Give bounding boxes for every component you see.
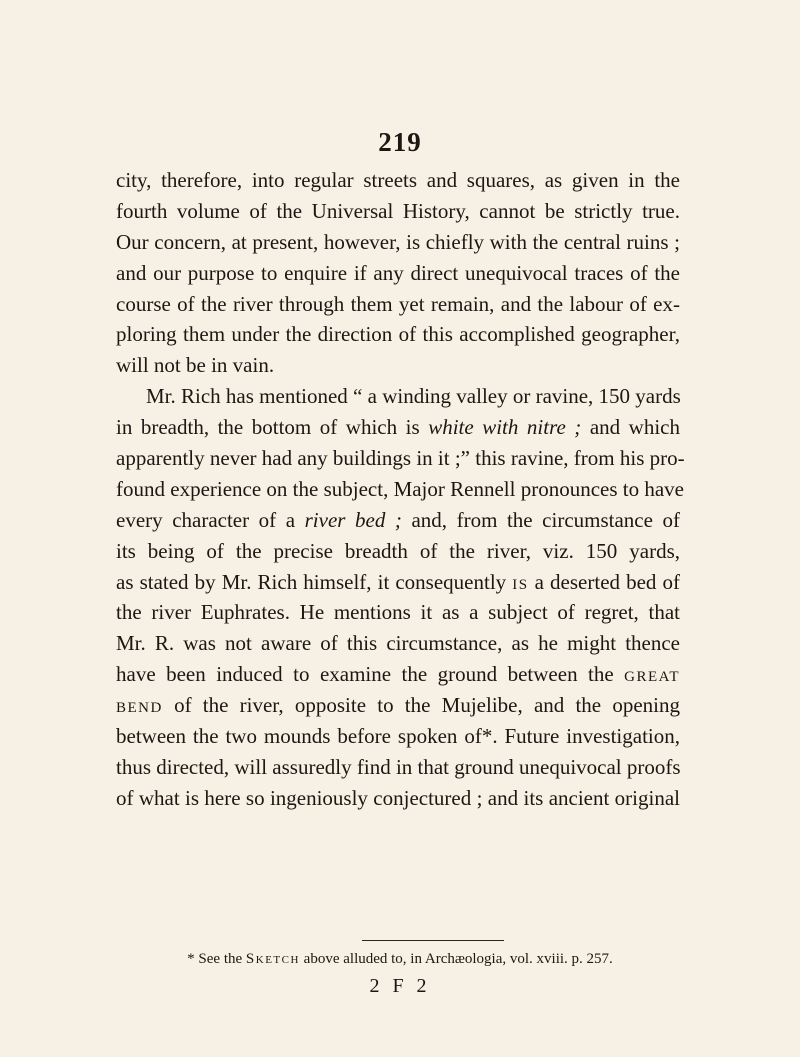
italic-phrase: white with nitre ; (428, 415, 582, 440)
text-line (116, 505, 680, 536)
text-line: course of the river through them yet remain, and the labour of ex- (116, 291, 680, 316)
text-run: of the river, opposite to the Mujelibe, and the opening (174, 693, 680, 718)
text-line: Mr. R. was not aware of this circumstance, as he might thence (116, 631, 680, 656)
text-run: and, from the circumstance of (411, 507, 681, 532)
text-run: a deserted bed of (534, 569, 680, 594)
text-line: ploring them under the direction of this accomplished geographer, (116, 322, 680, 347)
footnote (0, 951, 800, 968)
footnote-rule (362, 940, 504, 941)
smallcaps-word: great (624, 662, 680, 687)
footnote-text: See the (198, 951, 243, 967)
text-line: city, therefore, into regular streets and squares, as given in the (116, 168, 680, 192)
text-line: of what is here so ingeniously conjectured ; and its ancient original (116, 785, 680, 810)
footnote-text: above alluded to, in Archæologia, vol. xviii. p. 257. (303, 951, 613, 967)
text-line: fourth volume of the Universal History, cannot be strictly true. (116, 198, 680, 223)
text-line: will not be in vain. (116, 353, 275, 378)
text-run: in breadth, the bottom of which is (116, 415, 420, 440)
paragraph-first-line: Mr. Rich has mentioned “ a winding valley or ravine, 150 yards (146, 384, 681, 409)
text-line (116, 690, 680, 721)
text-run: and which (589, 415, 680, 440)
smallcaps-word: is (512, 569, 529, 594)
text-line: its being of the precise breadth of the river, viz. 150 yards, (116, 538, 680, 563)
text-line: the river Euphrates. He mentions it as a subject of regret, that (116, 600, 680, 625)
text-run: have been induced to examine the ground between the (116, 662, 614, 687)
page-number: 219 (378, 127, 422, 157)
smallcaps-word: bend (116, 693, 163, 718)
text-line: found experience on the subject, Major Rennell pronounces to have (116, 476, 684, 501)
text-run: every character of a (116, 507, 296, 532)
text-line: and our purpose to enquire if any direct unequivocal traces of the (116, 260, 680, 285)
text-line: thus directed, will assuredly find in that ground unequivocal proofs (116, 754, 681, 779)
footnote-smallcaps: Sketch (245, 951, 300, 967)
footnote-mark: * (187, 951, 195, 967)
text-run: as stated by Mr. Rich himself, it consequently (116, 569, 507, 594)
text-line (116, 659, 680, 690)
text-line: between the two mounds before spoken of*. Future investigation, (116, 724, 680, 749)
italic-phrase: river bed ; (304, 507, 402, 532)
text-line: Our concern, at present, however, is chiefly with the central ruins ; (116, 229, 680, 254)
body-text (116, 165, 685, 814)
text-line: apparently never had any buildings in it ;” this ravine, from his pro- (116, 446, 685, 471)
signature-mark: 2 F 2 (369, 975, 431, 997)
text-line (116, 567, 680, 598)
text-line (116, 412, 680, 443)
